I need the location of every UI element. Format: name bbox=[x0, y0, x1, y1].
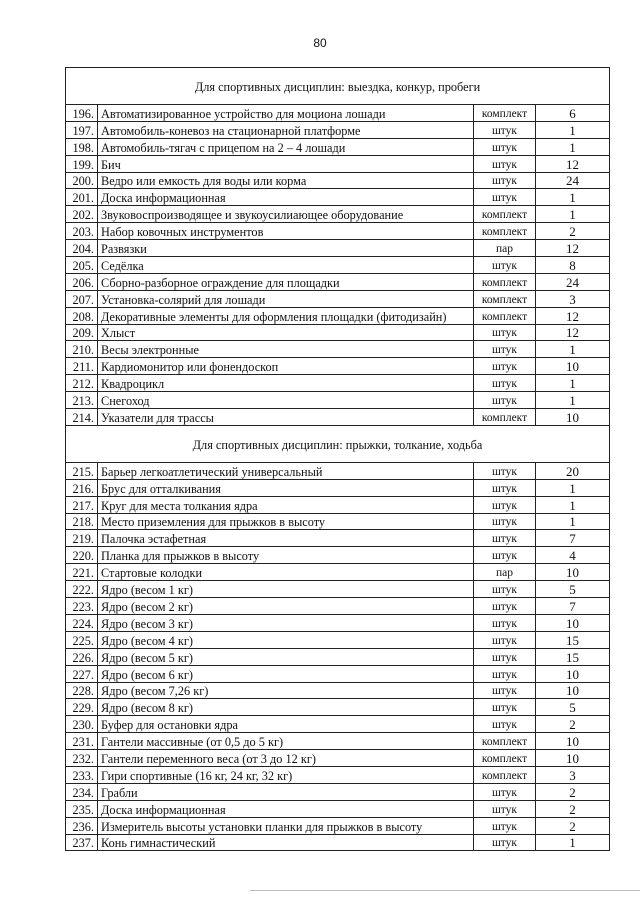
item-name: Ядро (весом 4 кг) bbox=[98, 631, 474, 648]
item-name: Место приземления для прыжков в высоту bbox=[98, 513, 474, 530]
row-number: 224. bbox=[66, 614, 98, 631]
row-number: 228. bbox=[66, 682, 98, 699]
table-row bbox=[66, 189, 610, 206]
table-row bbox=[66, 121, 610, 138]
table-row bbox=[66, 800, 610, 817]
unit-of-measure: комплект bbox=[474, 733, 536, 750]
item-quantity: 10 bbox=[536, 682, 610, 699]
row-number: 201. bbox=[66, 189, 98, 206]
table-row bbox=[66, 105, 610, 122]
table-row bbox=[66, 172, 610, 189]
item-quantity: 2 bbox=[536, 800, 610, 817]
row-number: 222. bbox=[66, 581, 98, 598]
row-number: 236. bbox=[66, 817, 98, 834]
table-row bbox=[66, 341, 610, 358]
item-quantity: 1 bbox=[536, 341, 610, 358]
item-quantity: 12 bbox=[536, 240, 610, 257]
row-number: 196. bbox=[66, 105, 98, 122]
item-quantity: 3 bbox=[536, 766, 610, 783]
item-quantity: 1 bbox=[536, 138, 610, 155]
equipment-table bbox=[65, 67, 610, 851]
item-name: Кардиомонитор или фонендоскоп bbox=[98, 358, 474, 375]
unit-of-measure: штук bbox=[474, 462, 536, 479]
unit-of-measure: штук bbox=[474, 513, 536, 530]
item-name: Ведро или емкость для воды или корма bbox=[98, 172, 474, 189]
row-number: 212. bbox=[66, 375, 98, 392]
item-name: Автомобиль-тягач с прицепом на 2 – 4 лошади bbox=[98, 138, 474, 155]
unit-of-measure: штук bbox=[474, 155, 536, 172]
table-row bbox=[66, 530, 610, 547]
item-name: Звуковоспроизводящее и звукоусилиающее оборудование bbox=[98, 206, 474, 223]
row-number: 220. bbox=[66, 547, 98, 564]
unit-of-measure: штук bbox=[474, 392, 536, 409]
item-quantity: 5 bbox=[536, 581, 610, 598]
row-number: 209. bbox=[66, 324, 98, 341]
row-number: 202. bbox=[66, 206, 98, 223]
item-quantity: 1 bbox=[536, 189, 610, 206]
item-quantity: 12 bbox=[536, 307, 610, 324]
item-name: Автоматизированное устройство для моциона лошади bbox=[98, 105, 474, 122]
item-name: Снегоход bbox=[98, 392, 474, 409]
item-name: Указатели для трассы bbox=[98, 409, 474, 426]
unit-of-measure: штук bbox=[474, 682, 536, 699]
unit-of-measure: штук bbox=[474, 324, 536, 341]
unit-of-measure: штук bbox=[474, 496, 536, 513]
item-name: Ядро (весом 6 кг) bbox=[98, 665, 474, 682]
table-row bbox=[66, 682, 610, 699]
unit-of-measure: комплект bbox=[474, 750, 536, 767]
table-row bbox=[66, 155, 610, 172]
section-header-row bbox=[66, 68, 610, 105]
row-number: 216. bbox=[66, 479, 98, 496]
item-name: Седёлка bbox=[98, 257, 474, 274]
row-number: 197. bbox=[66, 121, 98, 138]
item-quantity: 4 bbox=[536, 547, 610, 564]
table-row bbox=[66, 138, 610, 155]
item-name: Сборно-разборное ограждение для площадки bbox=[98, 273, 474, 290]
table-row bbox=[66, 834, 610, 851]
table-row bbox=[66, 513, 610, 530]
item-quantity: 7 bbox=[536, 598, 610, 615]
item-quantity: 2 bbox=[536, 716, 610, 733]
unit-of-measure: штук bbox=[474, 121, 536, 138]
item-name: Гантели массивные (от 0,5 до 5 кг) bbox=[98, 733, 474, 750]
unit-of-measure: штук bbox=[474, 699, 536, 716]
item-name: Конь гимнастический bbox=[98, 834, 474, 851]
section-title: Для спортивных дисциплин: прыжки, толкание, ходьба bbox=[66, 425, 610, 462]
table-row bbox=[66, 750, 610, 767]
bottom-rule bbox=[250, 890, 640, 891]
item-name: Доска информационная bbox=[98, 800, 474, 817]
table-row bbox=[66, 409, 610, 426]
item-quantity: 1 bbox=[536, 375, 610, 392]
row-number: 207. bbox=[66, 290, 98, 307]
table-row bbox=[66, 307, 610, 324]
table-row bbox=[66, 324, 610, 341]
item-quantity: 1 bbox=[536, 479, 610, 496]
unit-of-measure: штук bbox=[474, 834, 536, 851]
row-number: 217. bbox=[66, 496, 98, 513]
item-name: Гантели переменного веса (от 3 до 12 кг) bbox=[98, 750, 474, 767]
row-number: 227. bbox=[66, 665, 98, 682]
item-name: Доска информационная bbox=[98, 189, 474, 206]
item-name: Бич bbox=[98, 155, 474, 172]
item-quantity: 6 bbox=[536, 105, 610, 122]
row-number: 205. bbox=[66, 257, 98, 274]
item-quantity: 2 bbox=[536, 783, 610, 800]
item-quantity: 1 bbox=[536, 392, 610, 409]
item-quantity: 10 bbox=[536, 614, 610, 631]
row-number: 214. bbox=[66, 409, 98, 426]
item-name: Развязки bbox=[98, 240, 474, 257]
unit-of-measure: комплект bbox=[474, 223, 536, 240]
table-row bbox=[66, 392, 610, 409]
table-row bbox=[66, 223, 610, 240]
table-row bbox=[66, 766, 610, 783]
item-name: Измеритель высоты установки планки для прыжков в высоту bbox=[98, 817, 474, 834]
row-number: 232. bbox=[66, 750, 98, 767]
section-title: Для спортивных дисциплин: выездка, конкур, пробеги bbox=[66, 68, 610, 105]
item-name: Декоративные элементы для оформления площадки (фитодизайн) bbox=[98, 307, 474, 324]
item-quantity: 15 bbox=[536, 648, 610, 665]
item-name: Гири спортивные (16 кг, 24 кг, 32 кг) bbox=[98, 766, 474, 783]
item-quantity: 12 bbox=[536, 155, 610, 172]
row-number: 230. bbox=[66, 716, 98, 733]
unit-of-measure: комплект bbox=[474, 766, 536, 783]
table-row bbox=[66, 699, 610, 716]
section-header-row bbox=[66, 425, 610, 462]
unit-of-measure: штук bbox=[474, 716, 536, 733]
item-name: Ядро (весом 1 кг) bbox=[98, 581, 474, 598]
table-row bbox=[66, 631, 610, 648]
item-name: Набор ковочных инструментов bbox=[98, 223, 474, 240]
unit-of-measure: штук bbox=[474, 530, 536, 547]
row-number: 208. bbox=[66, 307, 98, 324]
item-quantity: 24 bbox=[536, 273, 610, 290]
row-number: 221. bbox=[66, 564, 98, 581]
unit-of-measure: штук bbox=[474, 257, 536, 274]
unit-of-measure: пар bbox=[474, 564, 536, 581]
unit-of-measure: штук bbox=[474, 189, 536, 206]
unit-of-measure: штук bbox=[474, 783, 536, 800]
row-number: 211. bbox=[66, 358, 98, 375]
item-name: Барьер легкоатлетический универсальный bbox=[98, 462, 474, 479]
item-quantity: 10 bbox=[536, 665, 610, 682]
item-name: Круг для места толкания ядра bbox=[98, 496, 474, 513]
item-quantity: 10 bbox=[536, 733, 610, 750]
row-number: 206. bbox=[66, 273, 98, 290]
unit-of-measure: штук bbox=[474, 375, 536, 392]
item-quantity: 1 bbox=[536, 834, 610, 851]
table-row bbox=[66, 733, 610, 750]
table-row bbox=[66, 564, 610, 581]
table-row bbox=[66, 614, 610, 631]
item-name: Квадроцикл bbox=[98, 375, 474, 392]
unit-of-measure: комплект bbox=[474, 409, 536, 426]
unit-of-measure: комплект bbox=[474, 105, 536, 122]
row-number: 235. bbox=[66, 800, 98, 817]
item-name: Стартовые колодки bbox=[98, 564, 474, 581]
page-number: 80 bbox=[313, 36, 327, 50]
table-row bbox=[66, 479, 610, 496]
table-row bbox=[66, 648, 610, 665]
item-name: Автомобиль-коневоз на стационарной платформе bbox=[98, 121, 474, 138]
table-row bbox=[66, 581, 610, 598]
table-row bbox=[66, 783, 610, 800]
unit-of-measure: штук bbox=[474, 581, 536, 598]
item-quantity: 20 bbox=[536, 462, 610, 479]
row-number: 203. bbox=[66, 223, 98, 240]
unit-of-measure: штук bbox=[474, 341, 536, 358]
table-row bbox=[66, 290, 610, 307]
row-number: 200. bbox=[66, 172, 98, 189]
item-quantity: 5 bbox=[536, 699, 610, 716]
unit-of-measure: штук bbox=[474, 358, 536, 375]
table-row bbox=[66, 496, 610, 513]
unit-of-measure: комплект bbox=[474, 290, 536, 307]
unit-of-measure: пар bbox=[474, 240, 536, 257]
row-number: 210. bbox=[66, 341, 98, 358]
table-row bbox=[66, 598, 610, 615]
table-row bbox=[66, 375, 610, 392]
row-number: 213. bbox=[66, 392, 98, 409]
item-quantity: 10 bbox=[536, 750, 610, 767]
unit-of-measure: штук bbox=[474, 817, 536, 834]
row-number: 215. bbox=[66, 462, 98, 479]
unit-of-measure: штук bbox=[474, 172, 536, 189]
table-row bbox=[66, 817, 610, 834]
row-number: 233. bbox=[66, 766, 98, 783]
item-name: Планка для прыжков в высоту bbox=[98, 547, 474, 564]
table-row bbox=[66, 462, 610, 479]
item-quantity: 15 bbox=[536, 631, 610, 648]
unit-of-measure: комплект bbox=[474, 307, 536, 324]
unit-of-measure: штук bbox=[474, 800, 536, 817]
row-number: 234. bbox=[66, 783, 98, 800]
item-quantity: 1 bbox=[536, 206, 610, 223]
row-number: 198. bbox=[66, 138, 98, 155]
row-number: 204. bbox=[66, 240, 98, 257]
unit-of-measure: штук bbox=[474, 138, 536, 155]
row-number: 229. bbox=[66, 699, 98, 716]
item-name: Грабли bbox=[98, 783, 474, 800]
item-quantity: 8 bbox=[536, 257, 610, 274]
item-quantity: 10 bbox=[536, 564, 610, 581]
item-quantity: 2 bbox=[536, 817, 610, 834]
item-quantity: 1 bbox=[536, 513, 610, 530]
unit-of-measure: штук bbox=[474, 648, 536, 665]
equipment-table-body bbox=[66, 68, 610, 851]
row-number: 237. bbox=[66, 834, 98, 851]
unit-of-measure: штук bbox=[474, 631, 536, 648]
item-name: Ядро (весом 2 кг) bbox=[98, 598, 474, 615]
item-name: Хлыст bbox=[98, 324, 474, 341]
table-row bbox=[66, 240, 610, 257]
item-name: Буфер для остановки ядра bbox=[98, 716, 474, 733]
row-number: 223. bbox=[66, 598, 98, 615]
item-name: Палочка эстафетная bbox=[98, 530, 474, 547]
item-quantity: 12 bbox=[536, 324, 610, 341]
table-row bbox=[66, 665, 610, 682]
item-name: Брус для отталкивания bbox=[98, 479, 474, 496]
table-row bbox=[66, 257, 610, 274]
item-quantity: 2 bbox=[536, 223, 610, 240]
item-name: Установка-солярий для лошади bbox=[98, 290, 474, 307]
item-name: Ядро (весом 7,26 кг) bbox=[98, 682, 474, 699]
table-row bbox=[66, 206, 610, 223]
item-quantity: 1 bbox=[536, 121, 610, 138]
unit-of-measure: штук bbox=[474, 614, 536, 631]
item-quantity: 10 bbox=[536, 409, 610, 426]
table-row bbox=[66, 273, 610, 290]
unit-of-measure: комплект bbox=[474, 206, 536, 223]
item-quantity: 1 bbox=[536, 496, 610, 513]
item-quantity: 10 bbox=[536, 358, 610, 375]
unit-of-measure: штук bbox=[474, 547, 536, 564]
unit-of-measure: штук bbox=[474, 479, 536, 496]
unit-of-measure: штук bbox=[474, 598, 536, 615]
item-quantity: 7 bbox=[536, 530, 610, 547]
item-quantity: 24 bbox=[536, 172, 610, 189]
unit-of-measure: штук bbox=[474, 665, 536, 682]
unit-of-measure: комплект bbox=[474, 273, 536, 290]
table-row bbox=[66, 358, 610, 375]
row-number: 225. bbox=[66, 631, 98, 648]
item-name: Ядро (весом 5 кг) bbox=[98, 648, 474, 665]
item-name: Ядро (весом 8 кг) bbox=[98, 699, 474, 716]
item-name: Ядро (весом 3 кг) bbox=[98, 614, 474, 631]
row-number: 218. bbox=[66, 513, 98, 530]
row-number: 199. bbox=[66, 155, 98, 172]
row-number: 231. bbox=[66, 733, 98, 750]
row-number: 226. bbox=[66, 648, 98, 665]
row-number: 219. bbox=[66, 530, 98, 547]
table-row bbox=[66, 716, 610, 733]
item-name: Весы электронные bbox=[98, 341, 474, 358]
table-row bbox=[66, 547, 610, 564]
item-quantity: 3 bbox=[536, 290, 610, 307]
